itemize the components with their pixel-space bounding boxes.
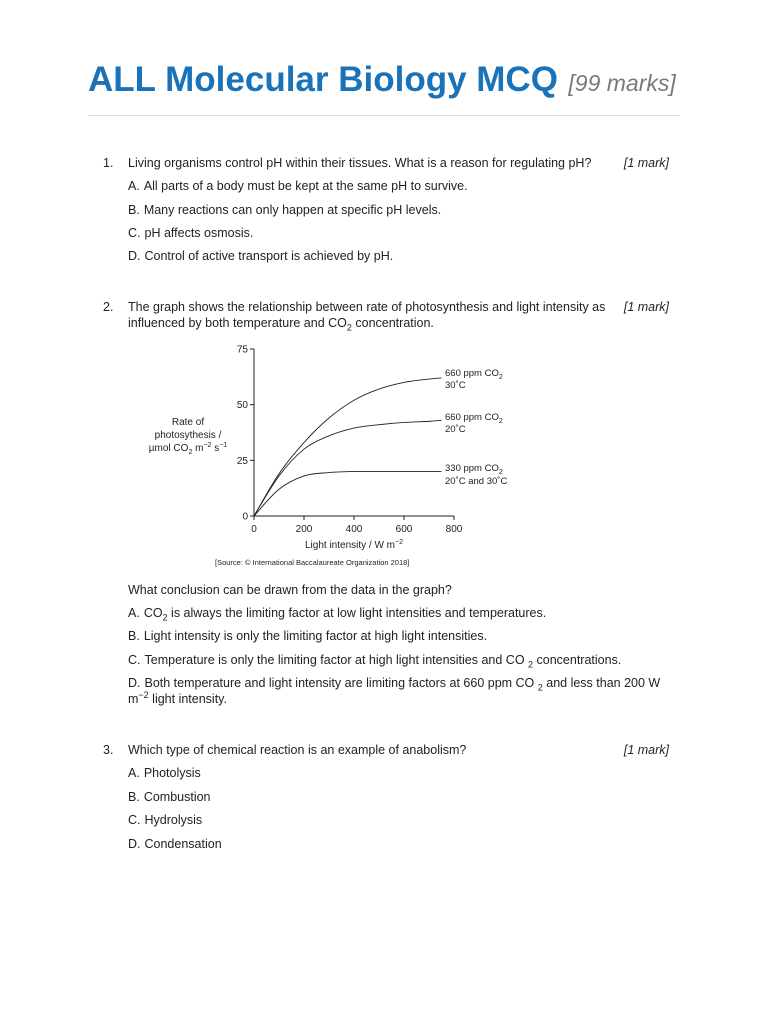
option-b[interactable] bbox=[128, 628, 668, 644]
series-line-3 bbox=[254, 471, 442, 516]
x-tick-label: 400 bbox=[345, 524, 363, 535]
question-mark: [1 mark] bbox=[623, 156, 669, 170]
option-letter: C. bbox=[128, 226, 141, 240]
option-d[interactable] bbox=[128, 675, 668, 707]
series-label-2-temp: 20˚C bbox=[445, 424, 466, 435]
option-letter: C. bbox=[128, 653, 141, 667]
series-label-2: 660 ppm $CO_2$ bbox=[445, 412, 503, 425]
page-header bbox=[88, 60, 676, 100]
option-text: Temperature is only the limiting factor at high light intensities and CO bbox=[144, 653, 529, 667]
option-text-end: is always the limiting factor at low light intensities and temperatures. bbox=[167, 606, 547, 620]
option-text: Condensation bbox=[144, 837, 222, 851]
y-tick-label: 75 bbox=[236, 344, 248, 356]
question-mark: [1 mark] bbox=[623, 743, 669, 757]
x-tick-label: 200 bbox=[295, 524, 313, 535]
option-letter: A. bbox=[128, 179, 140, 193]
option-text: Both temperature and light intensity are limiting factors at 660 ppm CO bbox=[144, 676, 538, 690]
series-line-2 bbox=[254, 420, 442, 516]
series-label-1-temp: 30˚C bbox=[445, 380, 466, 391]
question-number: 3. bbox=[103, 743, 114, 757]
option-b[interactable] bbox=[128, 789, 668, 805]
option-letter: C. bbox=[128, 813, 141, 827]
option-superscript: −2 bbox=[138, 689, 149, 700]
header-divider bbox=[88, 115, 680, 116]
x-tick-label: 600 bbox=[395, 524, 413, 535]
option-c[interactable] bbox=[128, 225, 668, 241]
chart-svg bbox=[140, 340, 540, 572]
y-tick-label: 0 bbox=[242, 511, 248, 523]
option-text-end: concentrations. bbox=[533, 653, 622, 667]
y-ticks bbox=[237, 345, 254, 523]
option-c[interactable] bbox=[128, 812, 668, 828]
stem-text: The graph shows the relationship between rate of photosynthesis and light intensity as influenced by both temperature and CO bbox=[128, 300, 606, 330]
option-c[interactable] bbox=[128, 652, 668, 668]
option-letter: A. bbox=[128, 766, 140, 780]
option-a[interactable] bbox=[128, 765, 668, 781]
series-lines bbox=[254, 378, 442, 516]
y-tick-label: 25 bbox=[236, 455, 248, 467]
y-axis-label-line-3: µmol $CO_2$ $m^{-2}$ $s^{-1}$ bbox=[148, 442, 228, 456]
option-text: Many reactions can only happen at specific pH levels. bbox=[143, 203, 442, 217]
option-b[interactable] bbox=[128, 202, 668, 218]
option-text: All parts of a body must be kept at the same pH to survive. bbox=[143, 179, 468, 193]
option-text: Light intensity is only the limiting factor at high light intensities. bbox=[143, 629, 488, 643]
x-axis-label: Light intensity / W $m^{-2}$ bbox=[304, 539, 404, 551]
question-number: 2. bbox=[103, 300, 114, 314]
option-subscript: 2 bbox=[537, 682, 543, 693]
x-tick-label: 800 bbox=[445, 524, 463, 535]
option-letter: B. bbox=[128, 203, 140, 217]
series-label-3-temp: 20˚C and 30˚C bbox=[445, 476, 508, 487]
option-a[interactable] bbox=[128, 178, 668, 194]
option-text: Hydrolysis bbox=[144, 813, 203, 827]
total-marks: [99 marks] bbox=[568, 70, 676, 96]
option-letter: B. bbox=[128, 629, 140, 643]
option-d[interactable] bbox=[128, 836, 668, 852]
question-mark: [1 mark] bbox=[623, 300, 669, 314]
question-stem: Which type of chemical reaction is an example of anabolism? bbox=[128, 743, 467, 757]
option-letter: A. bbox=[128, 606, 140, 620]
option-text: Combustion bbox=[143, 790, 211, 804]
page-title: ALL Molecular Biology MCQ bbox=[88, 60, 558, 99]
chart-source: [Source: © International Baccalaureate Organization 2018] bbox=[215, 558, 410, 567]
y-tick-label: 50 bbox=[236, 400, 248, 412]
x-tick-label: 0 bbox=[251, 524, 257, 535]
option-text-mid: and less than 200 W m bbox=[128, 676, 661, 706]
x-ticks bbox=[251, 516, 463, 535]
option-letter: D. bbox=[128, 837, 141, 851]
y-axis-label-line-2: photosythesis / bbox=[154, 430, 222, 441]
option-letter: D. bbox=[128, 676, 141, 690]
photosynthesis-chart bbox=[140, 340, 540, 572]
series-label-1: 660 ppm $CO_2$ bbox=[445, 368, 503, 381]
option-subscript: 2 bbox=[162, 612, 168, 623]
option-letter: B. bbox=[128, 790, 140, 804]
option-text: Control of active transport is achieved by pH. bbox=[144, 249, 394, 263]
question-prompt: What conclusion can be drawn from the data in the graph? bbox=[128, 583, 452, 597]
question-number: 1. bbox=[103, 156, 114, 170]
option-text: pH affects osmosis. bbox=[144, 226, 254, 240]
stem-subscript: 2 bbox=[346, 322, 352, 333]
y-axis-label-line-1: Rate of bbox=[171, 417, 205, 428]
option-a[interactable] bbox=[128, 605, 668, 621]
option-text-end: light intensity. bbox=[148, 692, 227, 706]
option-subscript: 2 bbox=[528, 659, 534, 670]
option-text: CO bbox=[143, 606, 163, 620]
stem-text-end: concentration. bbox=[351, 316, 434, 330]
series-line-1 bbox=[254, 378, 442, 516]
series-label-3: 330 ppm $CO_2$ bbox=[445, 463, 503, 476]
option-text: Photolysis bbox=[143, 766, 201, 780]
option-d[interactable] bbox=[128, 248, 668, 264]
question-stem: Living organisms control pH within their tissues. What is a reason for regulating pH? bbox=[128, 156, 592, 170]
question-stem bbox=[128, 299, 618, 331]
option-letter: D. bbox=[128, 249, 141, 263]
